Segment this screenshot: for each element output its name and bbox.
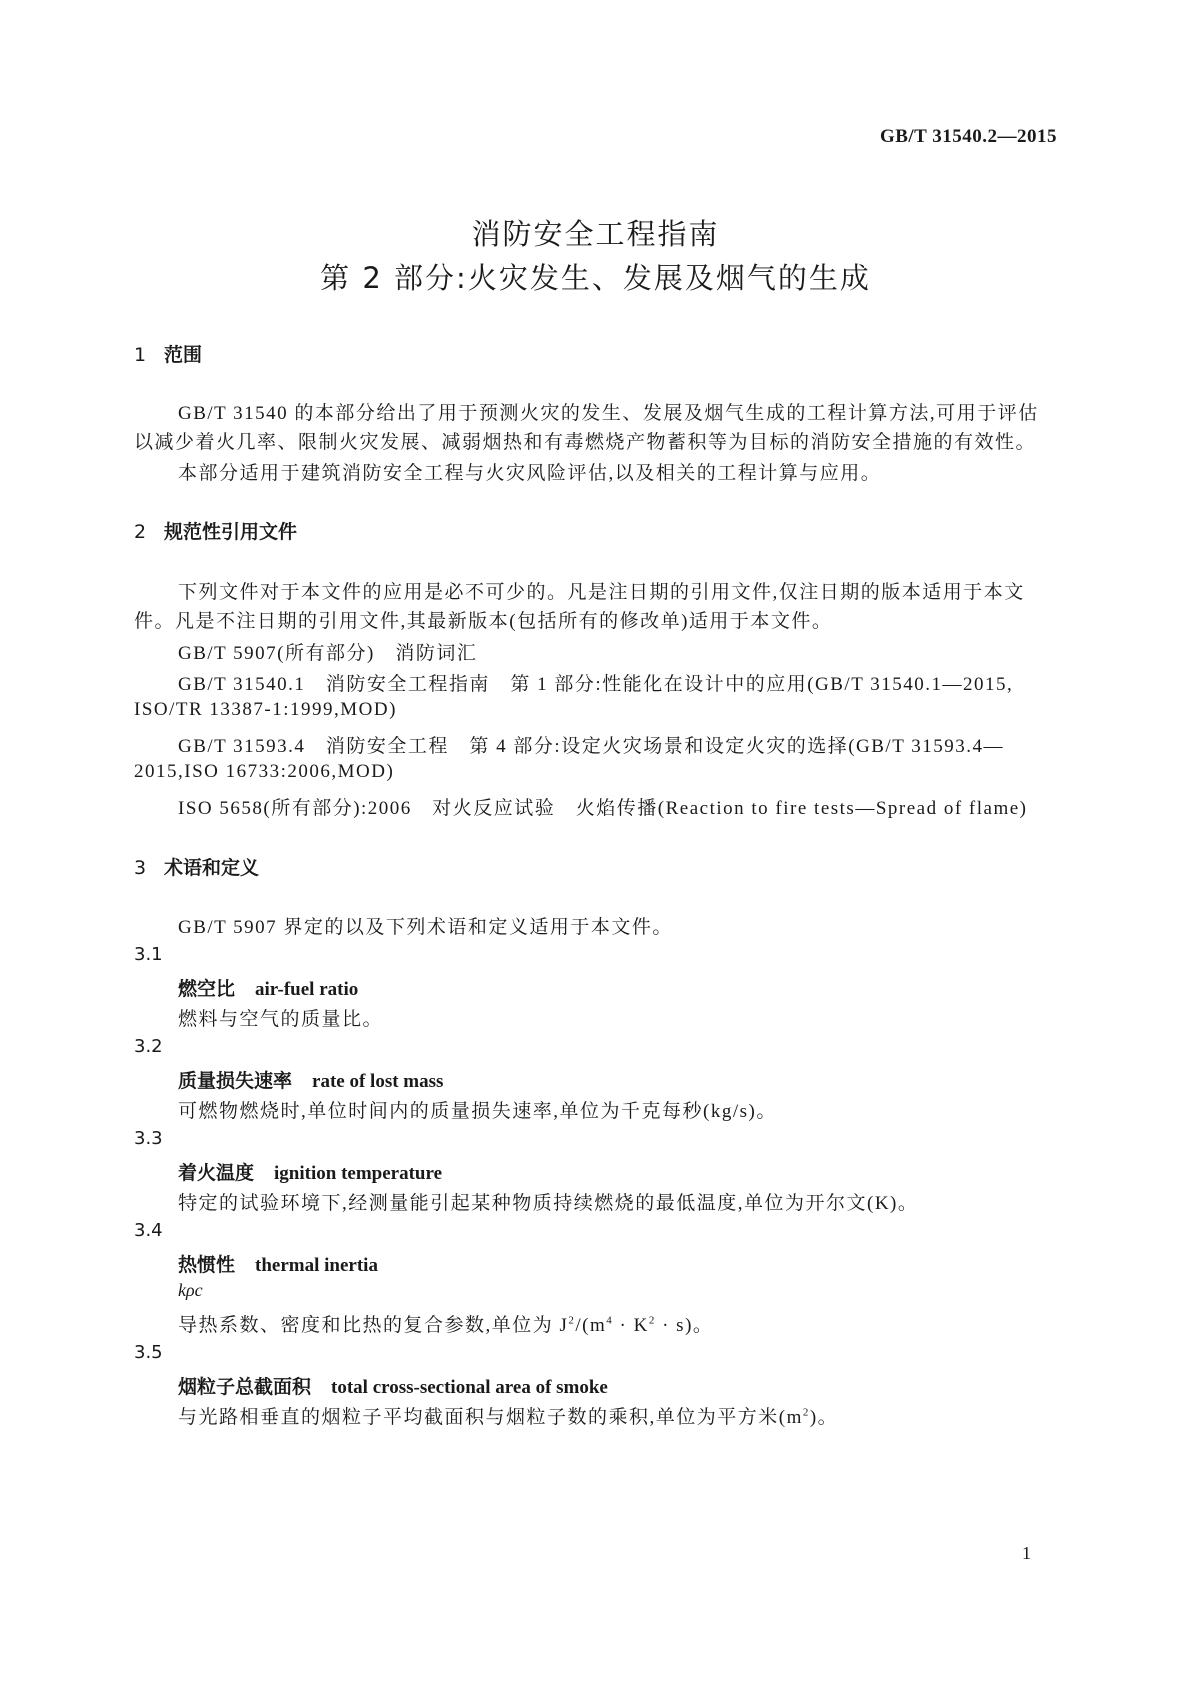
definition-text: 与光路相垂直的烟粒子平均截面积与烟粒子数的乘积,单位为平方米(m <box>178 1407 803 1428</box>
section-number: 2 <box>134 521 147 543</box>
term-number: 3.5 <box>134 1342 163 1363</box>
term-definition <box>178 1310 713 1337</box>
exponent: 2 <box>802 1406 810 1419</box>
section-title: 规范性引用文件 <box>164 521 298 543</box>
term-title <box>178 1158 442 1185</box>
exponent: 2 <box>568 1314 576 1327</box>
term-zh: 热惯性 <box>178 1254 236 1276</box>
refs-intro-line: 件。凡是不注日期的引用文件,其最新版本(包括所有的修改单)适用于本文件。 <box>134 611 833 632</box>
section-number: 1 <box>134 344 147 366</box>
definition-text: )。 <box>809 1407 839 1428</box>
term-en: thermal inertia <box>255 1255 378 1276</box>
terms-intro: GB/T 5907 界定的以及下列术语和定义适用于本文件。 <box>178 917 673 938</box>
scope-paragraph-line: 以减少着火几率、限制火灾发展、减弱烟热和有毒燃烧产物蓄积等为目标的消防安全措施的有效性。 <box>134 432 1037 453</box>
term-zh: 烟粒子总截面积 <box>178 1376 312 1398</box>
term-en: ignition temperature <box>274 1163 443 1184</box>
reference-item: GB/T 31540.1 消防安全工程指南 第 1 部分:性能化在设计中的应用(GB/T 31540.1—2015, <box>178 674 1014 695</box>
term-zh: 燃空比 <box>178 978 236 1000</box>
definition-text: · s)。 <box>655 1315 714 1336</box>
definition-text: · K <box>613 1315 649 1336</box>
term-definition <box>178 1402 838 1429</box>
term-number: 3.2 <box>134 1036 163 1057</box>
section-title: 术语和定义 <box>164 857 260 879</box>
term-definition: 特定的试验环境下,经测量能引起某种物质持续燃烧的最低温度,单位为开尔文(K)。 <box>178 1193 919 1214</box>
definition-text: /(m <box>575 1315 607 1336</box>
term-title <box>178 974 358 1001</box>
term-symbol: kρc <box>178 1280 203 1300</box>
term-number: 3.3 <box>134 1128 163 1149</box>
term-en: rate of lost mass <box>312 1071 444 1092</box>
term-zh: 质量损失速率 <box>178 1070 293 1092</box>
term-en: air-fuel ratio <box>255 979 359 1000</box>
reference-item-continued: 2015,ISO 16733:2006,MOD) <box>134 761 395 782</box>
reference-item: GB/T 31593.4 消防安全工程 第 4 部分:设定火灾场景和设定火灾的选择(GB/T 31593.4— <box>178 736 1004 757</box>
term-title <box>178 1372 608 1399</box>
document-subtitle: 第 2 部分:火灾发生、发展及烟气的生成 <box>320 261 871 295</box>
refs-intro-line: 下列文件对于本文件的应用是必不可少的。凡是注日期的引用文件,仅注日期的版本适用于本文 <box>178 582 1025 603</box>
term-title <box>178 1250 378 1277</box>
exponent: 2 <box>648 1314 656 1327</box>
term-definition: 可燃物燃烧时,单位时间内的质量损失速率,单位为千克每秒(kg/s)。 <box>178 1101 777 1122</box>
term-title <box>178 1066 443 1093</box>
scope-paragraph: 本部分适用于建筑消防安全工程与火灾风险评估,以及相关的工程计算与应用。 <box>178 463 882 484</box>
document-title: 消防安全工程指南 <box>471 217 720 251</box>
term-definition: 燃料与空气的质量比。 <box>178 1009 384 1030</box>
reference-item: ISO 5658(所有部分):2006 对火反应试验 火焰传播(Reaction to fire tests—Spread of flame) <box>178 798 1028 819</box>
term-number: 3.4 <box>134 1220 163 1241</box>
page-number: 1 <box>1022 1543 1031 1563</box>
reference-item: GB/T 5907(所有部分) 消防词汇 <box>178 643 478 664</box>
exponent: 4 <box>606 1314 614 1327</box>
section-heading-refs <box>134 517 297 544</box>
term-zh: 着火温度 <box>178 1162 255 1184</box>
term-number: 3.1 <box>134 944 163 965</box>
definition-text: 导热系数、密度和比热的复合参数,单位为 J <box>178 1315 569 1336</box>
section-heading-scope <box>134 340 202 367</box>
section-number: 3 <box>134 857 147 879</box>
section-heading-terms <box>134 853 259 880</box>
standard-number: GB/T 31540.2—2015 <box>879 126 1057 147</box>
reference-item-continued: ISO/TR 13387-1:1999,MOD) <box>134 699 397 720</box>
term-en: total cross-sectional area of smoke <box>331 1377 608 1398</box>
section-title: 范围 <box>164 344 203 366</box>
scope-paragraph-line: GB/T 31540 的本部分给出了用于预测火灾的发生、发展及烟气生成的工程计算方法,可用于评估 <box>178 403 1039 424</box>
